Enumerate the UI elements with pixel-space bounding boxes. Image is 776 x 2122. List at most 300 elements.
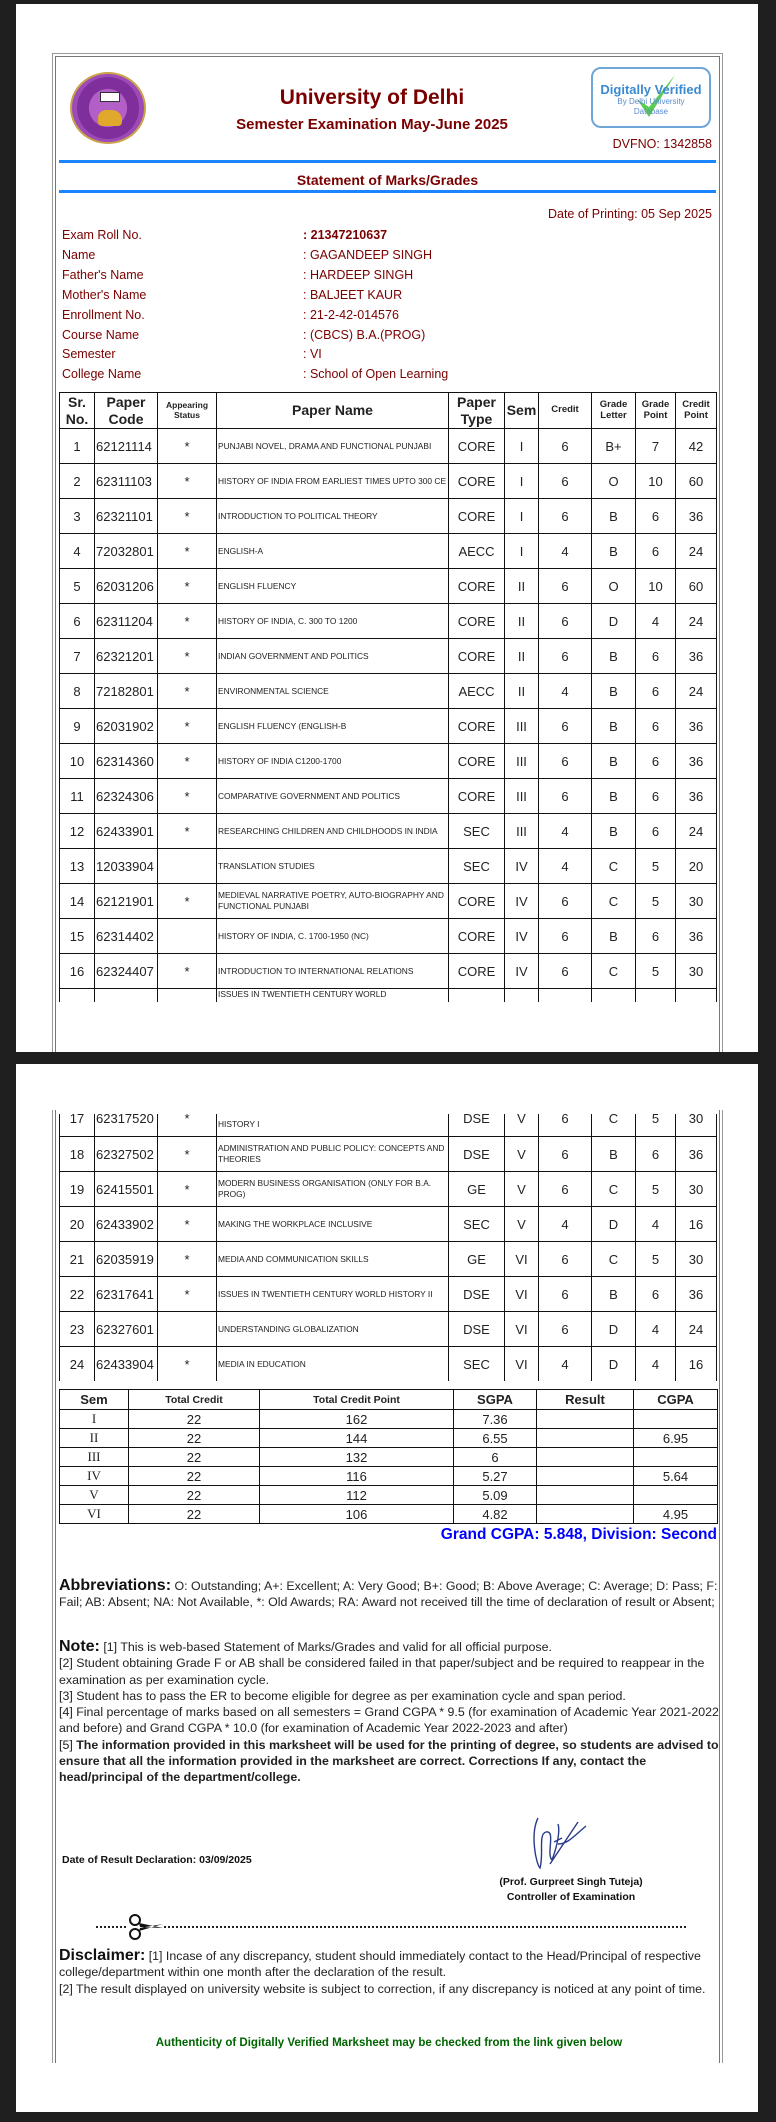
credit: 6: [539, 1137, 592, 1172]
credit: 6: [539, 464, 592, 499]
total-credit: 22: [129, 1429, 260, 1448]
table-row: [60, 814, 717, 849]
sem: IV: [505, 884, 539, 919]
paper-type: GE: [449, 1172, 505, 1207]
total-credit: 22: [129, 1410, 260, 1429]
sr-no: 2: [60, 464, 95, 499]
note-5-text: The information provided in this marksheet will be used for the printing of degree, so students are advised to ensure that all the information provided in the marksheet are correct. Corrections If any, contact the head/principal of the department/college.: [59, 1737, 719, 1785]
table-row: [60, 464, 717, 499]
paper-code: 72182801: [95, 674, 158, 709]
controller-title: Controller of Examination: [506, 1891, 636, 1903]
total-credit: 22: [129, 1505, 260, 1524]
credit: 6: [539, 1172, 592, 1207]
appearing-status: *: [158, 639, 217, 674]
paper-type: CORE: [449, 499, 505, 534]
marks-table-part-1: [59, 392, 717, 1002]
sem: III: [505, 744, 539, 779]
abbreviations-text: O: Outstanding; A+: Excellent; A: Very Good; B+: Good; B: Above Average; C: Average; D: Pass; F: Fail; AB: Absent; NA: Not Available, *: Old Awards; RA: Award not received till the time of declaration of result or Absent;: [59, 1579, 718, 1610]
paper-code: 62121901: [95, 884, 158, 919]
sem: II: [505, 569, 539, 604]
grade-letter: C: [592, 849, 636, 884]
table-row: [60, 1242, 717, 1277]
credit-point: 24: [676, 604, 717, 639]
grade-letter: B: [592, 1277, 636, 1312]
column-header-credit: Credit: [539, 393, 592, 429]
grade-point: 5: [636, 849, 676, 884]
table-row: [60, 1347, 717, 1382]
info-label: Name: [62, 248, 96, 262]
sem: V: [60, 1486, 129, 1505]
appearing-status: *: [158, 1207, 217, 1242]
summary-row: [60, 1429, 718, 1448]
paper-code: [95, 989, 158, 1003]
cgpa: [634, 1448, 718, 1467]
dvfno: DVFNO: 1342858: [612, 137, 712, 151]
total-credit-point: 144: [260, 1429, 454, 1448]
paper-code: 62324306: [95, 779, 158, 814]
sem: V: [505, 1207, 539, 1242]
appearing-status: *: [158, 1277, 217, 1312]
sem: II: [505, 604, 539, 639]
paper-name: HISTORY OF INDIA, C. 1700-1950 (NC): [217, 919, 449, 954]
credit-point: 36: [676, 709, 717, 744]
info-value: : 21-2-42-014576: [303, 308, 399, 322]
credit-point: 30: [676, 1172, 717, 1207]
credit: 6: [539, 604, 592, 639]
credit-point: 36: [676, 744, 717, 779]
sr-no: 19: [60, 1172, 95, 1207]
column-header-sr-no: Sr. No.: [60, 393, 95, 429]
cgpa: 6.95: [634, 1429, 718, 1448]
grade-point: 6: [636, 919, 676, 954]
table-row: [60, 709, 717, 744]
info-value: : 21347210637: [303, 228, 388, 242]
sem: III: [505, 814, 539, 849]
sr-no: 11: [60, 779, 95, 814]
note-title: Note:: [59, 1638, 100, 1655]
grade-letter: B: [592, 639, 636, 674]
sgpa: 5.09: [454, 1486, 537, 1505]
paper-name: COMPARATIVE GOVERNMENT AND POLITICS: [217, 779, 449, 814]
paper-type: SEC: [449, 849, 505, 884]
marks-table-part-2: [59, 1114, 717, 1381]
appearing-status: *: [158, 604, 217, 639]
signature-image: [528, 1814, 600, 1872]
divider: [59, 160, 716, 163]
grade-letter: B: [592, 534, 636, 569]
sem: I: [505, 499, 539, 534]
grade-point: 4: [636, 1347, 676, 1382]
paper-code: 62314360: [95, 744, 158, 779]
summary-header: SGPA: [454, 1390, 537, 1410]
appearing-status: *: [158, 464, 217, 499]
credit-point: 36: [676, 919, 717, 954]
disclaimer: [59, 1948, 719, 1997]
table-row: [60, 954, 717, 989]
badge-line-3: Database: [633, 107, 669, 116]
info-label: Enrollment No.: [62, 308, 145, 322]
info-value: : GAGANDEEP SINGH: [303, 248, 432, 262]
paper-name: ENGLISH FLUENCY (ENGLISH-B: [217, 709, 449, 744]
date-of-printing: Date of Printing: 05 Sep 2025: [547, 207, 712, 221]
paper-name: PUNJABI NOVEL, DRAMA AND FUNCTIONAL PUNJABI: [217, 429, 449, 464]
appearing-status: *: [158, 1242, 217, 1277]
sr-no: 12: [60, 814, 95, 849]
column-header-paper-name: Paper Name: [217, 393, 449, 429]
note-4: [4] Final percentage of marks based on all semesters = Grand CGPA * 9.5 (for examination of Academic Year 2021-2022 and before) and Grand CGPA * 10.0 (for examination of Academic Year 2022-2023 and after): [59, 1705, 719, 1736]
info-label: Father's Name: [62, 268, 144, 282]
sr-no: 5: [60, 569, 95, 604]
summary-header: Total Credit: [129, 1390, 260, 1410]
appearing-status: *: [158, 814, 217, 849]
sem: III: [505, 779, 539, 814]
table-row: [60, 569, 717, 604]
appearing-status: *: [158, 674, 217, 709]
divider: [59, 190, 716, 193]
appearing-status: *: [158, 1347, 217, 1382]
note-5-prefix: [5]: [59, 1737, 73, 1752]
paper-type: SEC: [449, 1347, 505, 1382]
grade-point: 6: [636, 674, 676, 709]
semester-summary-table: [59, 1389, 718, 1524]
paper-code: 62031206: [95, 569, 158, 604]
summary-row: [60, 1410, 718, 1429]
paper-code: 62311103: [95, 464, 158, 499]
paper-name: MEDIEVAL NARRATIVE POETRY, AUTO-BIOGRAPHY AND FUNCTIONAL PUNJABI: [217, 884, 449, 919]
paper-code: 62433901: [95, 814, 158, 849]
info-label: Mother's Name: [62, 288, 147, 302]
grade-letter: C: [592, 1172, 636, 1207]
paper-code: 62035919: [95, 1242, 158, 1277]
credit-point: 60: [676, 569, 717, 604]
grade-point: 5: [636, 884, 676, 919]
grade-letter: B: [592, 499, 636, 534]
sr-no: 3: [60, 499, 95, 534]
grade-point: 6: [636, 1137, 676, 1172]
paper-type: AECC: [449, 534, 505, 569]
table-row: [60, 989, 717, 1003]
cgpa: 5.64: [634, 1467, 718, 1486]
summary-row: [60, 1448, 718, 1467]
sr-no: 18: [60, 1137, 95, 1172]
table-row: [60, 1277, 717, 1312]
grade-point: [636, 989, 676, 1003]
appearing-status: *: [158, 534, 217, 569]
badge-line-1: Digitally Verified: [600, 82, 702, 97]
total-credit: 22: [129, 1448, 260, 1467]
paper-type: DSE: [449, 1114, 505, 1137]
paper-code: 62317641: [95, 1277, 158, 1312]
credit-point: 36: [676, 1277, 717, 1312]
sem: III: [60, 1448, 129, 1467]
info-value: : BALJEET KAUR: [303, 288, 403, 302]
sr-no: 6: [60, 604, 95, 639]
sem: VI: [60, 1505, 129, 1524]
sem: V: [505, 1172, 539, 1207]
grade-letter: D: [592, 1347, 636, 1382]
credit-point: 36: [676, 779, 717, 814]
table-row: [60, 604, 717, 639]
credit: 6: [539, 1312, 592, 1347]
grade-point: 6: [636, 814, 676, 849]
paper-code: 62314402: [95, 919, 158, 954]
disclaimer-1: [1] Incase of any discrepancy, student should immediately contact to the Head/Principal of respective college/department within one month after the declaration of the result.: [59, 1949, 701, 1980]
paper-code: 62433902: [95, 1207, 158, 1242]
credit-point: 24: [676, 1312, 717, 1347]
sgpa: 6: [454, 1448, 537, 1467]
total-credit-point: 116: [260, 1467, 454, 1486]
credit-point: 30: [676, 1114, 717, 1137]
credit: 6: [539, 499, 592, 534]
paper-name: MEDIA AND COMMUNICATION SKILLS: [217, 1242, 449, 1277]
column-header-paper-type: Paper Type: [449, 393, 505, 429]
column-header-sem: Sem: [505, 393, 539, 429]
table-row: [60, 534, 717, 569]
credit-point: 30: [676, 1242, 717, 1277]
paper-name: UNDERSTANDING GLOBALIZATION: [217, 1312, 449, 1347]
credit-point: 24: [676, 534, 717, 569]
grade-point: 10: [636, 569, 676, 604]
sem: I: [60, 1410, 129, 1429]
credit-point: 36: [676, 1137, 717, 1172]
sem: IV: [505, 919, 539, 954]
credit-point: 24: [676, 674, 717, 709]
appearing-status: [158, 849, 217, 884]
grade-letter: B: [592, 674, 636, 709]
table-row: [60, 674, 717, 709]
appearing-status: *: [158, 569, 217, 604]
grade-point: 5: [636, 1242, 676, 1277]
notes: [59, 1639, 719, 1786]
appearing-status: *: [158, 709, 217, 744]
result: [537, 1448, 634, 1467]
note-1: [1] This is web-based Statement of Marks/Grades and valid for all official purpose.: [103, 1640, 552, 1654]
paper-type: DSE: [449, 1277, 505, 1312]
credit-point: 42: [676, 429, 717, 464]
paper-code: 62327601: [95, 1312, 158, 1347]
controller-name: (Prof. Gurpreet Singh Tuteja): [499, 1876, 643, 1888]
paper-type: SEC: [449, 1207, 505, 1242]
grade-point: 6: [636, 534, 676, 569]
sr-no: [60, 989, 95, 1003]
total-credit: 22: [129, 1486, 260, 1505]
table-row: [60, 849, 717, 884]
credit-point: 30: [676, 954, 717, 989]
grade-letter: C: [592, 884, 636, 919]
sgpa: 6.55: [454, 1429, 537, 1448]
grade-point: 10: [636, 464, 676, 499]
paper-type: SEC: [449, 814, 505, 849]
table-row: [60, 499, 717, 534]
summary-header: Sem: [60, 1390, 129, 1410]
result: [537, 1467, 634, 1486]
sr-no: 16: [60, 954, 95, 989]
paper-type: CORE: [449, 884, 505, 919]
grade-letter: B: [592, 709, 636, 744]
credit: [539, 989, 592, 1003]
grade-letter: B: [592, 919, 636, 954]
cut-line: [96, 1926, 686, 1928]
grade-letter: O: [592, 464, 636, 499]
result-declaration-date: Date of Result Declaration: 03/09/2025: [62, 1854, 252, 1866]
paper-name: INTRODUCTION TO POLITICAL THEORY: [217, 499, 449, 534]
sr-no: 10: [60, 744, 95, 779]
credit: 6: [539, 709, 592, 744]
credit: 6: [539, 744, 592, 779]
authenticity-note: Authenticity of Digitally Verified Marksheet may be checked from the link given below: [155, 2037, 623, 2049]
paper-name: ENGLISH FLUENCY: [217, 569, 449, 604]
paper-type: GE: [449, 1242, 505, 1277]
table-row: [60, 884, 717, 919]
table-row: [60, 1137, 717, 1172]
statement-title: Statement of Marks/Grades: [296, 172, 479, 188]
sr-no: 22: [60, 1277, 95, 1312]
sr-no: 15: [60, 919, 95, 954]
sr-no: 17: [60, 1114, 95, 1137]
paper-type: CORE: [449, 919, 505, 954]
sem: I: [505, 429, 539, 464]
table-row: [60, 639, 717, 674]
grade-letter: C: [592, 1242, 636, 1277]
marks-table: [59, 1114, 717, 1381]
summary-row: [60, 1505, 718, 1524]
digitally-verified-badge: [591, 67, 711, 128]
table-row: [60, 1207, 717, 1242]
paper-name: ADMINISTRATION AND PUBLIC POLICY: CONCEPTS AND THEORIES: [217, 1137, 449, 1172]
credit-point: 20: [676, 849, 717, 884]
summary-header: Total Credit Point: [260, 1390, 454, 1410]
credit: 4: [539, 534, 592, 569]
sr-no: 1: [60, 429, 95, 464]
sem: VI: [505, 1242, 539, 1277]
marks-table: [59, 392, 717, 1002]
paper-code: 62415501: [95, 1172, 158, 1207]
grade-letter: B: [592, 1137, 636, 1172]
paper-code: 62311204: [95, 604, 158, 639]
paper-type: CORE: [449, 464, 505, 499]
grade-letter: B: [592, 744, 636, 779]
paper-type: CORE: [449, 744, 505, 779]
sem: V: [505, 1137, 539, 1172]
grade-letter: B+: [592, 429, 636, 464]
grade-point: 4: [636, 604, 676, 639]
appearing-status: [158, 1312, 217, 1347]
paper-name: MAKING THE WORKPLACE INCLUSIVE: [217, 1207, 449, 1242]
paper-name: TRANSLATION STUDIES: [217, 849, 449, 884]
paper-type: AECC: [449, 674, 505, 709]
total-credit-point: 162: [260, 1410, 454, 1429]
cgpa: 4.95: [634, 1505, 718, 1524]
grade-letter: D: [592, 1207, 636, 1242]
sem: II: [60, 1429, 129, 1448]
abbreviations-title: Abbreviations:: [59, 1577, 172, 1594]
credit-point: 16: [676, 1207, 717, 1242]
cgpa: [634, 1486, 718, 1505]
credit: 4: [539, 1207, 592, 1242]
appearing-status: [158, 919, 217, 954]
grade-point: 6: [636, 744, 676, 779]
info-label: Exam Roll No.: [62, 228, 142, 242]
paper-code: 62321201: [95, 639, 158, 674]
paper-code: 72032801: [95, 534, 158, 569]
paper-name: ISSUES IN TWENTIETH CENTURY WORLD HISTORY II: [217, 1277, 449, 1312]
credit: 6: [539, 954, 592, 989]
grade-point: 6: [636, 779, 676, 814]
paper-name: ENVIRONMENTAL SCIENCE: [217, 674, 449, 709]
appearing-status: *: [158, 1172, 217, 1207]
sgpa: 4.82: [454, 1505, 537, 1524]
paper-type: CORE: [449, 639, 505, 674]
cgpa: [634, 1410, 718, 1429]
credit-point: 16: [676, 1347, 717, 1382]
sem: [505, 989, 539, 1003]
paper-type: [449, 989, 505, 1003]
summary-header: Result: [537, 1390, 634, 1410]
sr-no: 8: [60, 674, 95, 709]
paper-name: MEDIA IN EDUCATION: [217, 1347, 449, 1382]
appearing-status: *: [158, 429, 217, 464]
paper-name: ENGLISH-A: [217, 534, 449, 569]
credit: 6: [539, 569, 592, 604]
paper-name: INTRODUCTION TO INTERNATIONAL RELATIONS: [217, 954, 449, 989]
paper-name: RESEARCHING CHILDREN AND CHILDHOODS IN INDIA: [217, 814, 449, 849]
summary-header-row: [60, 1390, 718, 1410]
disclaimer-2: [2] The result displayed on university website is subject to correction, if any discrepancy is noticed at any point of time.: [59, 1981, 706, 1996]
summary-row: [60, 1486, 718, 1505]
credit-point: [676, 989, 717, 1003]
credit-point: 60: [676, 464, 717, 499]
column-header-appearing-status: Appearing Status: [158, 393, 217, 429]
paper-type: CORE: [449, 954, 505, 989]
table-row: [60, 1114, 717, 1137]
grade-letter: O: [592, 569, 636, 604]
credit: 4: [539, 849, 592, 884]
grade-letter: D: [592, 604, 636, 639]
table-row: [60, 1172, 717, 1207]
paper-code: 62321101: [95, 499, 158, 534]
paper-type: DSE: [449, 1137, 505, 1172]
abbreviations: [59, 1578, 719, 1611]
grade-point: 4: [636, 1312, 676, 1347]
scissors-icon: [128, 1914, 164, 1940]
grade-letter: [592, 989, 636, 1003]
grand-cgpa: Grand CGPA: 5.848, Division: Second: [440, 1526, 717, 1543]
summary-header: CGPA: [634, 1390, 718, 1410]
info-value: : School of Open Learning: [303, 367, 449, 381]
paper-type: CORE: [449, 779, 505, 814]
credit: 6: [539, 429, 592, 464]
table-row: [60, 744, 717, 779]
sr-no: 24: [60, 1347, 95, 1382]
total-credit-point: 132: [260, 1448, 454, 1467]
sem: III: [505, 709, 539, 744]
column-header-grade-point: Grade Point: [636, 393, 676, 429]
info-label: College Name: [62, 367, 142, 381]
page-1: [16, 4, 758, 1052]
credit: 6: [539, 1114, 592, 1137]
result: [537, 1486, 634, 1505]
sr-no: 4: [60, 534, 95, 569]
paper-code: 62317520: [95, 1114, 158, 1137]
paper-type: CORE: [449, 709, 505, 744]
credit-point: 24: [676, 814, 717, 849]
credit: 6: [539, 1242, 592, 1277]
credit-point: 36: [676, 499, 717, 534]
column-header-credit-point: Credit Point: [676, 393, 717, 429]
badge-line-2: By Delhi University: [617, 97, 685, 106]
paper-name: ISSUES IN TWENTIETH CENTURY WORLD: [217, 989, 449, 1003]
appearing-status: [158, 989, 217, 1003]
